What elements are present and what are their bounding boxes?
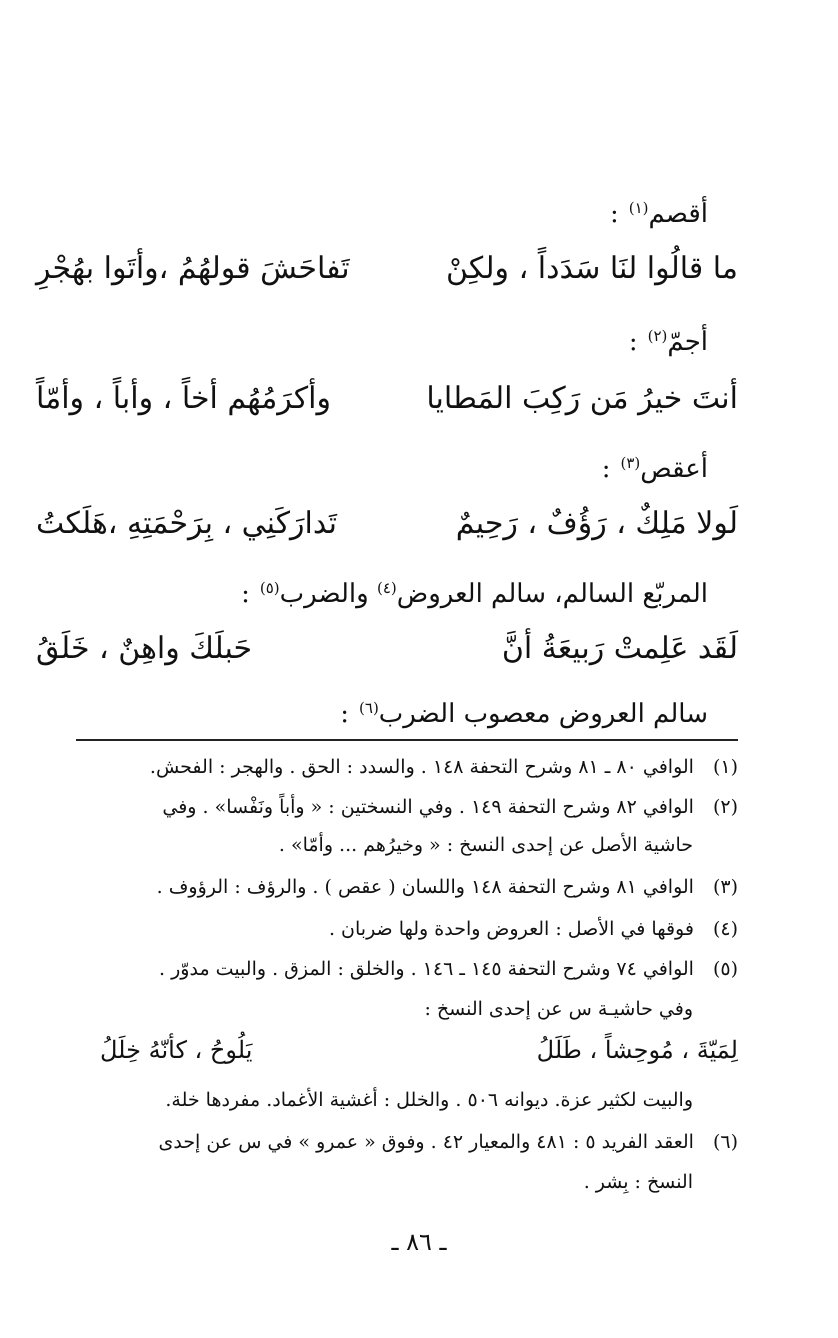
footnote-ref: (٢) <box>647 327 668 345</box>
verse-hemistich-first: أنتَ خيرُ مَن رَكِبَ المَطايا <box>426 380 738 416</box>
heading-label: أعقص <box>640 454 708 484</box>
footnote-2 <box>30 792 738 822</box>
footnote-5 <box>30 954 738 984</box>
heading-colon: : <box>609 199 619 229</box>
heading-label: أجمّ <box>667 327 708 357</box>
verse-hemistich-second: تَفاحَشَ قولهُمُ ،وأتَوا بهُجْرِ <box>36 250 350 286</box>
meter-heading-text-a: المربّع السالم، سالم العروض <box>396 579 708 609</box>
verse-hemistich-second: وأكرَمُهُم أخاً ، وأباً ، وأمّاً <box>36 380 331 416</box>
verse-hemistich-first: لَولا مَلِكٌ ، رَؤُفٌ ، رَحِيمٌ <box>455 505 738 541</box>
verse-line <box>36 245 738 291</box>
heading-colon: : <box>241 579 250 609</box>
heading-colon: : <box>601 454 611 484</box>
verse-hemistich-first: لِمَيّةَ ، مُوحِشاً ، طَلَلُ <box>536 1036 738 1064</box>
footnote-text: فوقها في الأصل : العروض واحدة ولها ضربان . <box>328 918 694 940</box>
footnote-text: العقد الفريد ٥ : ٤٨١ والمعيار ٤٢ . وفوق « عمرو » في س عن إحدى <box>158 1131 694 1153</box>
footnote-text: الوافي ٧٤ وشرح التحفة ١٤٥ ـ ١٤٦ . والخلق : المزق . والبيت مدوّر . <box>159 958 694 980</box>
verse-hemistich-second: حَبلَكَ واهِنٌ ، خَلَقُ <box>36 630 253 666</box>
footnote-6-continuation: النسخ : بِشر . <box>583 1171 693 1193</box>
footnote-text: الوافي ٨٠ ـ ٨١ وشرح التحفة ١٤٨ . والسدد : الحق . والهجر : الفحش. <box>149 756 694 778</box>
verse-hemistich-second: تَدارَكَنِي ، بِرَحْمَتِهِ ،هَلَكتُ <box>36 505 337 541</box>
verse-hemistich-second: يَلُوحُ ، كأنّهُ خِلَلُ <box>100 1036 253 1064</box>
footnote-2-continuation: حاشية الأصل عن إحدى النسخ : « وخيرُهم ... وأمّا» . <box>278 834 693 856</box>
verse-hemistich-first: ما قالُوا لنَا سَدَداً ، ولكِنْ <box>446 250 738 286</box>
footnote-6 <box>30 1127 738 1157</box>
heading-label: أقصم <box>648 199 708 229</box>
heading-colon: : <box>628 327 638 357</box>
footnote-number: (٣) <box>712 876 738 898</box>
last-heading <box>340 690 708 732</box>
page-number: ـ ٨٦ ـ <box>391 1228 447 1256</box>
footnote-text: الوافي ٨١ وشرح التحفة ١٤٨ واللسان ( عقص ) . والرؤف : الرؤوف . <box>156 876 694 898</box>
footnote-ref: (٥) <box>259 579 280 597</box>
footnote-ref: (٤) <box>376 579 397 597</box>
footnote-4 <box>30 914 738 944</box>
footnote-5-continuation-2: والبيت لكثير عزة. ديوانه ٥٠٦ . والخلل : أغشية الأغماد. مفردها خلة. <box>165 1089 693 1111</box>
heading-ajamm <box>629 318 708 360</box>
footnote-number: (١) <box>712 756 738 778</box>
footnote-divider <box>76 739 738 741</box>
footnote-number: (٦) <box>712 1131 738 1153</box>
footnote-5-verse <box>100 1030 738 1070</box>
footnote-number: (٢) <box>712 796 738 818</box>
verse-line <box>36 625 738 671</box>
last-heading-text: سالم العروض معصوب الضرب <box>378 699 708 729</box>
meter-heading <box>241 570 708 612</box>
heading-aqas <box>602 445 708 487</box>
meter-heading-text-b: والضرب <box>279 579 369 609</box>
footnote-ref: (١) <box>628 199 649 217</box>
footnote-1 <box>30 752 738 782</box>
heading-colon: : <box>340 699 350 729</box>
footnote-text: الوافي ٨٢ وشرح التحفة ١٤٩ . وفي النسختين : « وأباً ونَفْسا» . وفي <box>162 796 694 818</box>
footnote-ref: (٦) <box>359 699 379 717</box>
footnote-number: (٥) <box>712 958 738 980</box>
verse-line <box>36 375 738 421</box>
footnote-ref: (٣) <box>620 454 641 472</box>
footnote-number: (٤) <box>712 918 738 940</box>
verse-line <box>36 500 738 546</box>
heading-aqsam <box>610 190 708 232</box>
footnote-3 <box>30 872 738 902</box>
verse-hemistich-first: لَقَد عَلِمتْ رَبيعَةُ أنَّ <box>501 630 738 666</box>
footnote-5-continuation: وفي حاشيـة س عن إحدى النسخ : <box>424 998 693 1020</box>
